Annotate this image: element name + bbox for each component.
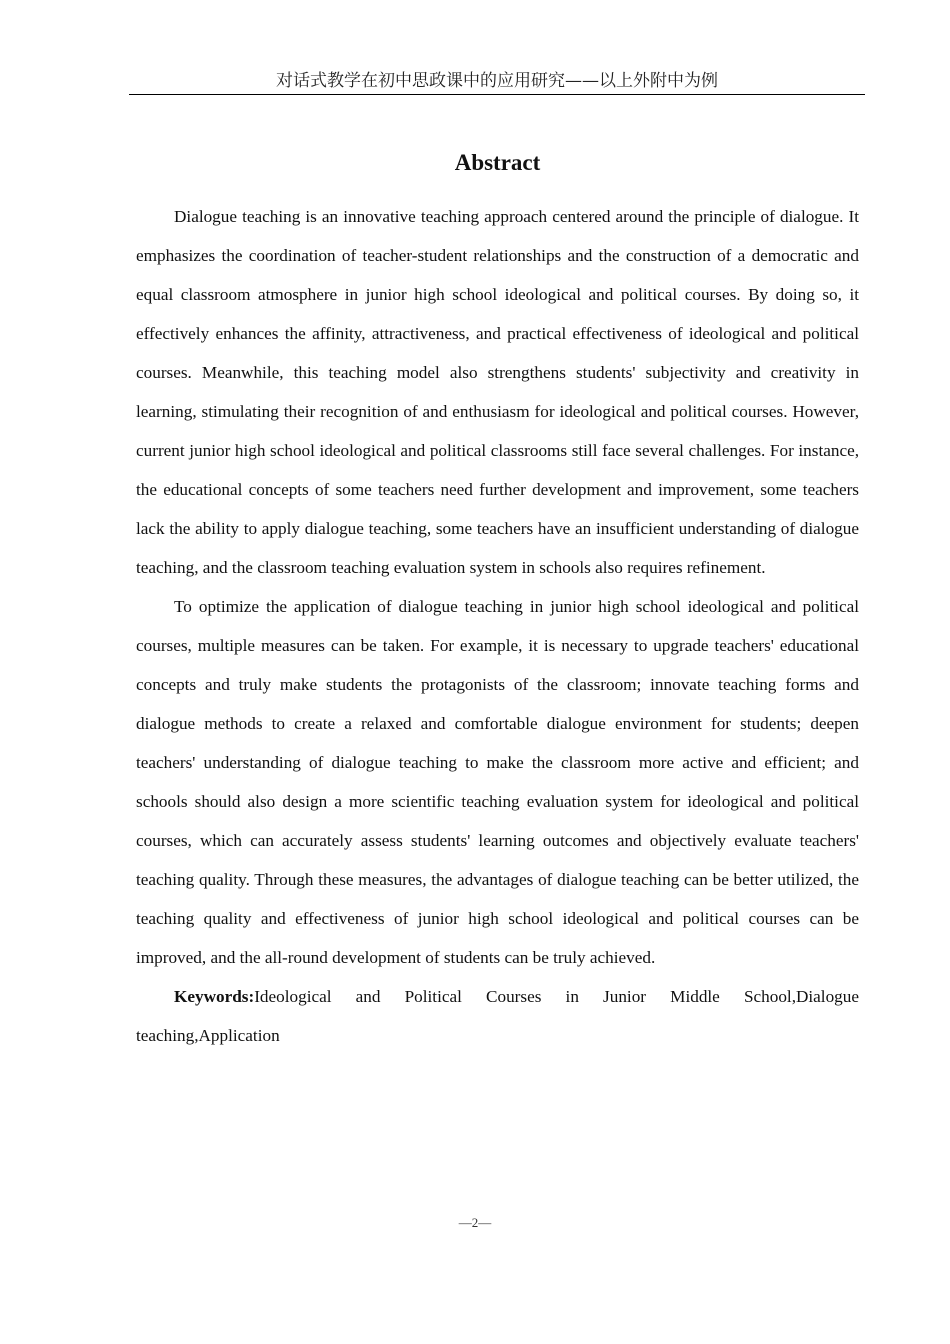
abstract-body [136, 197, 859, 1055]
running-title: 对话式教学在初中思政课中的应用研究——以上外附中为例 [276, 71, 718, 91]
keywords-label: Keywords: [174, 987, 255, 1006]
running-header [129, 70, 865, 95]
keywords-text: Ideological and Political Courses in Junior Middle School,Dialogue teaching,Application [136, 987, 859, 1045]
page-number: —2— [458, 1215, 492, 1230]
abstract-paragraph-2: To optimize the application of dialogue teaching in junior high school ideological and political courses, multiple measures can be taken. For example, it is necessary to upgrade teachers' educational concepts and truly make students the protagonists of the classroom; innovate teaching forms and dialogue methods to create a relaxed and comfortable dialogue environment for students; deepen teachers' understanding of dialogue teaching to make the classroom more active and efficient; and schools should also design a more scientific teaching evaluation system for ideological and political courses, which can accurately assess students' learning outcomes and objectively evaluate teachers' teaching quality. Through these measures, the advantages of dialogue teaching can be better utilized, the teaching quality and effectiveness of junior high school ideological and political courses can be improved, and the all-round development of students can be truly achieved. [136, 597, 859, 967]
abstract-title: Abstract [454, 150, 541, 175]
keywords-line [136, 977, 859, 1055]
abstract-paragraph-1: Dialogue teaching is an innovative teaching approach centered around the principle of dialogue. It emphasizes the coordination of teacher-student relationships and the construction of a democratic and equal classroom atmosphere in junior high school ideological and political courses. By doing so, it effectively enhances the affinity, attractiveness, and practical effectiveness of ideological and political courses. Meanwhile, this teaching model also strengthens students' subjectivity and creativity in learning, stimulating their recognition of and enthusiasm for ideological and political courses. However, current junior high school ideological and political classrooms still face several challenges. For instance, the educational concepts of some teachers need further development and improvement, some teachers lack the ability to apply dialogue teaching, some teachers have an insufficient understanding of dialogue teaching, and the classroom teaching evaluation system in schools also requires refinement. [136, 207, 859, 577]
